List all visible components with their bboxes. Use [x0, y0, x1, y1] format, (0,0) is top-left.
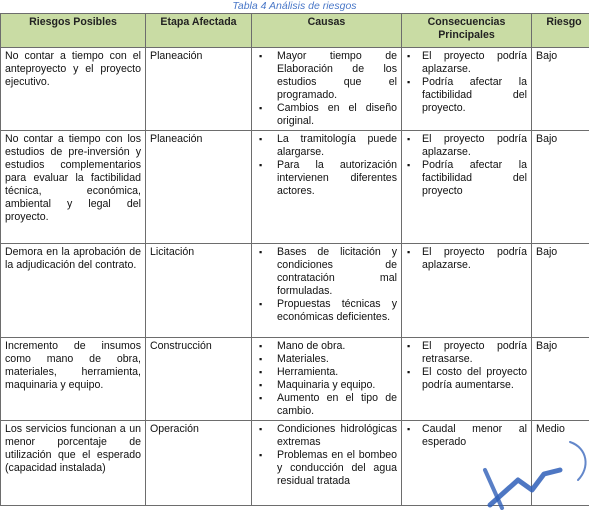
cause-item: ▪ Herramienta. — [256, 366, 397, 379]
cell-etapa: Planeación — [146, 131, 252, 244]
cell-etapa: Planeación — [146, 48, 252, 131]
consequence-item: ▪ Podría afectar la factibilidad del proyecto. — [406, 76, 527, 115]
cell-nivel: Bajo — [532, 131, 589, 244]
table-header-row — [1, 14, 589, 48]
cell-causas — [252, 244, 402, 338]
cell-riesgo: Incremento de insumos como mano de obra, materiales, herramienta, maquinaria y equipo. — [1, 338, 146, 421]
cell-riesgo: No contar a tiempo con los estudios de pre-inversión y estudios complementarios para evaluar la factibilidad técnica, económica, ambiental y legal del proyecto. — [1, 131, 146, 244]
cell-riesgo: Los servicios funcionan a un menor porcentaje de utilización que el esperado (capacidad instalada) — [1, 421, 146, 506]
cause-item: ▪ Maquinaria y equipo. — [256, 379, 397, 392]
cell-consecuencias — [402, 421, 532, 506]
cell-causas — [252, 131, 402, 244]
cell-consecuencias — [402, 338, 532, 421]
cell-etapa: Operación — [146, 421, 252, 506]
consequence-item: ▪ Podría afectar la factibilidad del proyecto — [406, 159, 527, 198]
cause-item: ▪ Cambios en el diseño original. — [256, 102, 397, 128]
table-row — [1, 48, 589, 131]
cell-consecuencias — [402, 244, 532, 338]
cell-causas — [252, 421, 402, 506]
cause-item: ▪ Condiciones hidrológicas extremas — [256, 423, 397, 449]
cell-etapa: Licitación — [146, 244, 252, 338]
cell-consecuencias — [402, 131, 532, 244]
cell-riesgo: Demora en la aprobación de la adjudicación del contrato. — [1, 244, 146, 338]
cell-consecuencias — [402, 48, 532, 131]
table-row — [1, 421, 589, 506]
cause-item: ▪ Problemas en el bombeo y conducción del agua residual tratada — [256, 449, 397, 488]
cell-causas — [252, 338, 402, 421]
cause-item: ▪ Propuestas técnicas y económicas deficientes. — [256, 298, 397, 324]
cause-item: ▪ La tramitología puede alargarse. — [256, 133, 397, 159]
table-caption: Tabla 4 Análisis de riesgos — [0, 0, 589, 12]
cause-item: ▪ Bases de licitación y condiciones de contratación mal formuladas. — [256, 246, 397, 298]
header-riesgos-posibles: Riesgos Posibles — [1, 14, 146, 48]
consequence-item: ▪ El proyecto podría aplazarse. — [406, 50, 527, 76]
cause-item: ▪ Aumento en el tipo de cambio. — [256, 392, 397, 418]
consequence-item: ▪ El costo del proyecto podría aumentarse. — [406, 366, 527, 392]
table-row — [1, 244, 589, 338]
cell-nivel: Bajo — [532, 244, 589, 338]
consequence-item: ▪ El proyecto podría aplazarse. — [406, 133, 527, 159]
consequence-item: ▪ El proyecto podría retrasarse. — [406, 340, 527, 366]
table-row — [1, 338, 589, 421]
cause-item: ▪ Mayor tiempo de Elaboración de los estudios que el programado. — [256, 50, 397, 102]
cell-nivel: Medio — [532, 421, 589, 506]
cell-nivel: Bajo — [532, 48, 589, 131]
header-etapa-afectada: Etapa Afectada — [146, 14, 252, 48]
cause-item: ▪ Mano de obra. — [256, 340, 397, 353]
cell-nivel: Bajo — [532, 338, 589, 421]
cause-item: ▪ Materiales. — [256, 353, 397, 366]
cell-riesgo: No contar a tiempo con el anteproyecto y el proyecto ejecutivo. — [1, 48, 146, 131]
consequence-item: ▪ Caudal menor al esperado — [406, 423, 527, 449]
table-row — [1, 131, 589, 244]
cause-item: ▪ Para la autorización intervienen diferentes actores. — [256, 159, 397, 198]
header-consecuencias: Consecuencias Principales — [402, 14, 532, 48]
cell-etapa: Construcción — [146, 338, 252, 421]
header-riesgo: Riesgo — [532, 14, 589, 48]
header-causas: Causas — [252, 14, 402, 48]
risk-analysis-table — [0, 13, 589, 506]
consequence-item: ▪ El proyecto podría aplazarse. — [406, 246, 527, 272]
cell-causas — [252, 48, 402, 131]
